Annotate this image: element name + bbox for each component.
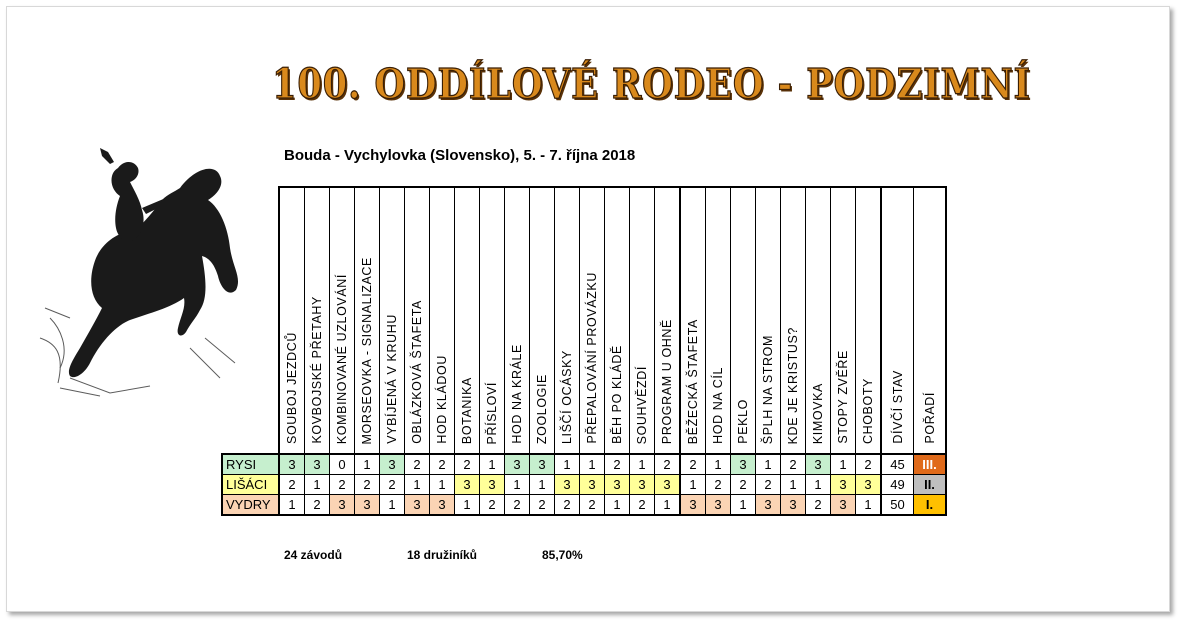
score-cell: 1 — [555, 454, 580, 475]
column-header-label: DÍVČÍ STAV — [890, 370, 905, 444]
column-header-label: POŘADÍ — [922, 392, 937, 444]
column-header-label: BĚŽECKÁ ŠTAFETA — [686, 318, 700, 444]
total-cell: 50 — [881, 495, 914, 516]
score-cell: 3 — [580, 475, 605, 495]
column-header — [505, 187, 530, 454]
score-cell: 3 — [305, 454, 330, 475]
table-corner — [222, 187, 279, 454]
score-cell: 3 — [455, 475, 480, 495]
rank-badge: II. — [914, 475, 947, 495]
table-row — [222, 454, 946, 475]
column-header-label: KIMOVKA — [811, 382, 825, 444]
table-row — [222, 475, 946, 495]
column-header — [806, 187, 831, 454]
score-cell: 3 — [605, 475, 630, 495]
team-name: LIŠÁCI — [222, 475, 279, 495]
score-cell: 2 — [605, 454, 630, 475]
score-cell: 3 — [731, 454, 756, 475]
rank-badge: III. — [914, 454, 947, 475]
members-count: 18 družiníků — [407, 548, 478, 562]
column-header — [630, 187, 655, 454]
score-cell: 0 — [330, 454, 355, 475]
score-cell: 3 — [680, 495, 706, 516]
score-cell: 2 — [505, 495, 530, 516]
column-header-label: STOPY ZVĚŘE — [836, 350, 850, 444]
column-header-label: SOUHVĚZDÍ — [635, 365, 649, 444]
score-cell: 3 — [655, 475, 681, 495]
score-cell: 2 — [856, 454, 882, 475]
column-header — [555, 187, 580, 454]
column-header — [605, 187, 630, 454]
score-cell: 1 — [680, 475, 706, 495]
score-cell: 3 — [831, 495, 856, 516]
score-cell: 3 — [781, 495, 806, 516]
score-cell: 3 — [530, 454, 555, 475]
column-header-label: PROGRAM U OHNĚ — [660, 318, 674, 444]
column-header-label: BĚH PO KLÁDĚ — [610, 345, 624, 444]
column-header — [279, 187, 305, 454]
column-header — [655, 187, 681, 454]
score-cell: 3 — [831, 475, 856, 495]
column-header — [831, 187, 856, 454]
score-cell: 2 — [756, 475, 781, 495]
score-cell: 1 — [831, 454, 856, 475]
score-cell: 1 — [781, 475, 806, 495]
score-cell: 2 — [706, 475, 731, 495]
score-cell: 3 — [630, 475, 655, 495]
score-cell: 1 — [806, 475, 831, 495]
column-header-label: OBLÁZKOVÁ ŠTAFETA — [410, 300, 424, 444]
score-cell: 1 — [605, 495, 630, 516]
score-cell: 3 — [355, 495, 380, 516]
total-cell: 49 — [881, 475, 914, 495]
table-row — [222, 495, 946, 516]
column-header — [430, 187, 455, 454]
column-header-label: ZOOLOGIE — [535, 373, 549, 444]
score-cell: 3 — [555, 475, 580, 495]
score-cell: 2 — [781, 454, 806, 475]
header-row — [222, 187, 946, 454]
column-header-label: PŘEPALOVÁNÍ PROVÁZKU — [585, 272, 599, 444]
column-header — [731, 187, 756, 454]
score-cell: 1 — [305, 475, 330, 495]
score-cell: 1 — [856, 495, 882, 516]
score-cell: 3 — [706, 495, 731, 516]
score-cell: 2 — [580, 495, 605, 516]
score-cell: 2 — [555, 495, 580, 516]
score-cell: 1 — [706, 454, 731, 475]
team-name: RYSI — [222, 454, 279, 475]
column-header — [530, 187, 555, 454]
column-header — [355, 187, 380, 454]
column-header — [680, 187, 706, 454]
score-cell: 1 — [380, 495, 405, 516]
score-cell: 3 — [279, 454, 305, 475]
score-cell: 2 — [330, 475, 355, 495]
score-cell: 1 — [455, 495, 480, 516]
column-header-label: KOMBINOVANÉ UZLOVÁNÍ — [335, 273, 349, 444]
score-cell: 3 — [480, 475, 505, 495]
score-cell: 1 — [756, 454, 781, 475]
column-header — [330, 187, 355, 454]
results-table — [221, 186, 947, 516]
column-header — [914, 187, 947, 454]
score-cell: 2 — [806, 495, 831, 516]
column-header — [380, 187, 405, 454]
column-header-label: LIŠČÍ OCÁSKY — [560, 349, 574, 444]
column-header — [580, 187, 605, 454]
score-cell: 3 — [756, 495, 781, 516]
page-title: 100. ODDÍLOVÉ RODEO - PODZIMNÍ — [272, 60, 1031, 108]
horse-rider-icon — [30, 148, 245, 398]
score-cell: 2 — [455, 454, 480, 475]
column-header — [480, 187, 505, 454]
score-cell: 2 — [380, 475, 405, 495]
score-cell: 1 — [279, 495, 305, 516]
column-header — [881, 187, 914, 454]
score-cell: 1 — [731, 495, 756, 516]
score-cell: 1 — [480, 454, 505, 475]
column-header — [455, 187, 480, 454]
column-header-label: ŠPLH NA STROM — [761, 334, 775, 444]
column-header — [756, 187, 781, 454]
column-header — [706, 187, 731, 454]
score-cell: 2 — [430, 454, 455, 475]
column-header-label: PEKLO — [736, 399, 750, 444]
score-cell: 2 — [405, 454, 430, 475]
score-cell: 1 — [530, 475, 555, 495]
score-cell: 2 — [305, 495, 330, 516]
score-cell: 3 — [430, 495, 455, 516]
score-cell: 3 — [330, 495, 355, 516]
column-header-label: CHOBOTY — [861, 377, 875, 444]
score-cell: 3 — [806, 454, 831, 475]
rank-badge: I. — [914, 495, 947, 516]
score-cell: 2 — [655, 454, 681, 475]
score-cell: 2 — [480, 495, 505, 516]
column-header-label: MORSEOVKA - SIGNALIZACE — [360, 256, 374, 444]
column-header-label: VYBÍJENÁ V KRUHU — [385, 314, 399, 444]
score-cell: 2 — [731, 475, 756, 495]
column-header — [405, 187, 430, 454]
score-cell: 2 — [530, 495, 555, 516]
column-header — [305, 187, 330, 454]
column-header-label: SOUBOJ JEZDCŮ — [285, 332, 299, 444]
event-subtitle: Bouda - Vychylovka (Slovensko), 5. - 7. října 2018 — [284, 147, 636, 164]
column-header-label: BOTANIKA — [460, 376, 474, 444]
column-header-label: KDE JE KRISTUS? — [786, 326, 800, 444]
score-cell: 1 — [405, 475, 430, 495]
score-cell: 1 — [580, 454, 605, 475]
score-cell: 3 — [405, 495, 430, 516]
races-count: 24 závodů — [284, 548, 343, 562]
score-cell: 2 — [279, 475, 305, 495]
score-cell: 3 — [856, 475, 882, 495]
score-cell: 3 — [505, 454, 530, 475]
score-cell: 2 — [680, 454, 706, 475]
score-cell: 2 — [355, 475, 380, 495]
column-header-label: KOVBOJSKÉ PŘETAHY — [310, 296, 324, 444]
column-header — [856, 187, 882, 454]
score-cell: 1 — [655, 495, 681, 516]
score-cell: 1 — [630, 454, 655, 475]
score-cell: 3 — [380, 454, 405, 475]
team-name: VYDRY — [222, 495, 279, 516]
participation-percent: 85,70% — [542, 548, 583, 562]
score-cell: 1 — [430, 475, 455, 495]
column-header — [781, 187, 806, 454]
column-header-label: HOD KLÁDOU — [435, 355, 449, 444]
column-header-label: HOD NA KRÁLE — [510, 344, 524, 444]
score-cell: 1 — [355, 454, 380, 475]
score-cell: 1 — [505, 475, 530, 495]
total-cell: 45 — [881, 454, 914, 475]
column-header-label: PŘÍSLOVÍ — [485, 381, 499, 444]
column-header-label: HOD NA CÍL — [711, 367, 725, 444]
score-cell: 2 — [630, 495, 655, 516]
